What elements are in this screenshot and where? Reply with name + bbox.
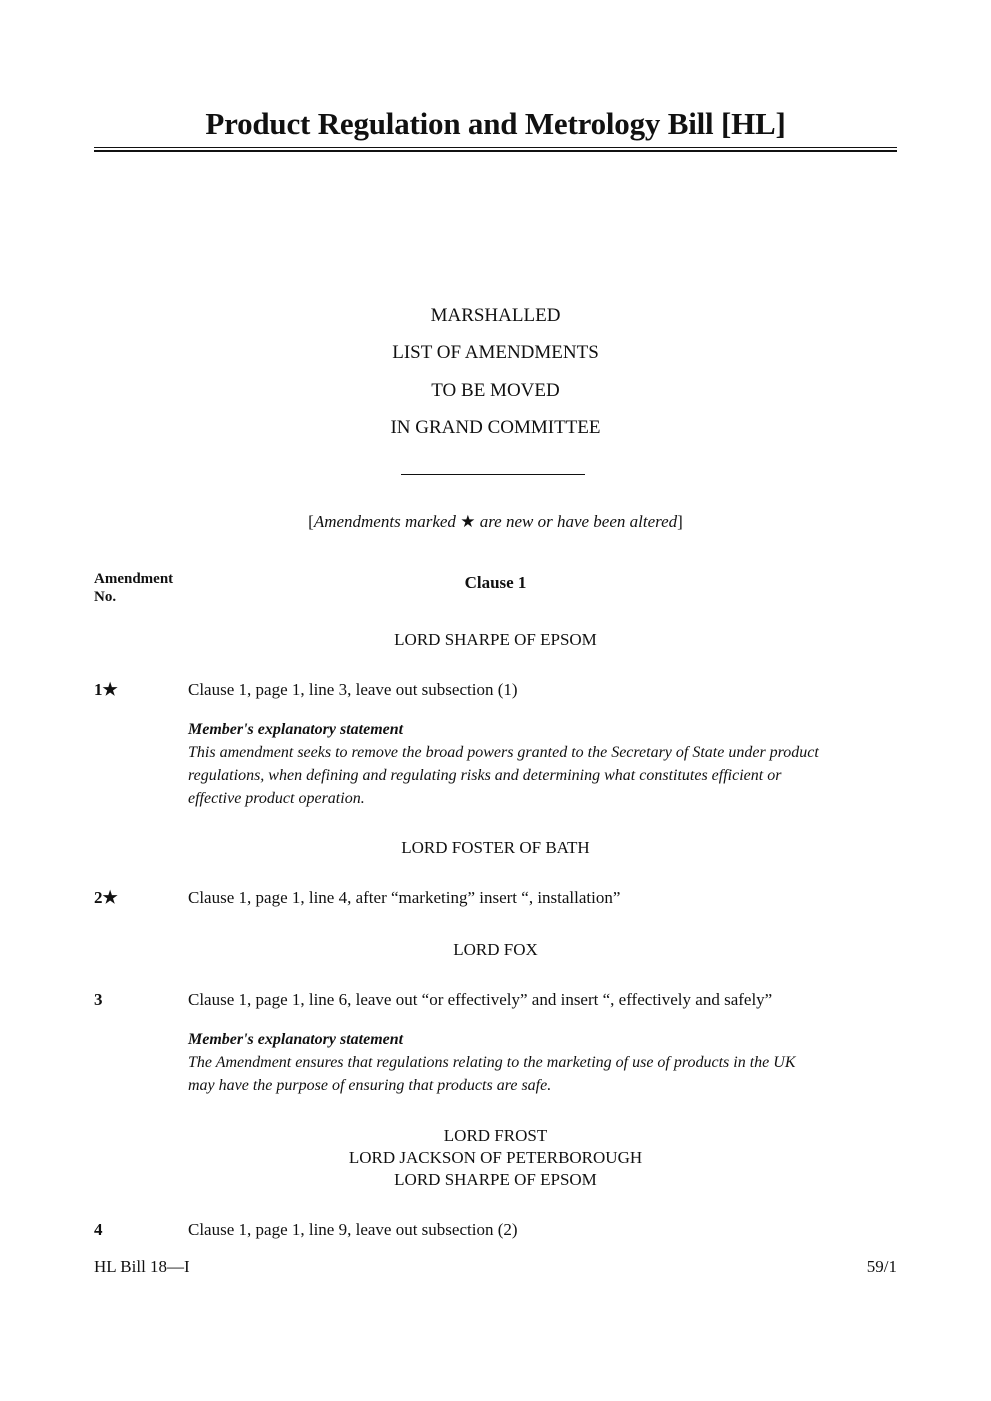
star-note [94, 512, 897, 532]
sponsor-name: LORD JACKSON OF PETERBOROUGH [348, 1148, 643, 1167]
sponsor-name: LORD FOSTER OF BATH [401, 838, 590, 857]
clause-heading: Clause 1 [464, 573, 527, 592]
heading-line-4: IN GRAND COMMITTEE [390, 417, 601, 438]
sponsor-name: LORD SHARPE OF EPSOM [394, 1170, 597, 1189]
amendment-number: 2★ [94, 888, 118, 907]
title-rule-thick [94, 150, 897, 152]
footer-page-reference: 59/1 [866, 1257, 897, 1276]
column-header-line1: Amendment [94, 571, 174, 587]
document-title: Product Regulation and Metrology Bill [HL] [205, 106, 786, 141]
amendment-number: 3 [94, 990, 103, 1009]
star-icon: ★ [460, 512, 476, 531]
sponsor-name: LORD SHARPE OF EPSOM [394, 630, 597, 649]
heading-line-1: MARSHALLED [430, 305, 561, 326]
statement-line: effective product operation. [188, 790, 365, 807]
title-rule-thin [94, 147, 897, 148]
note-text-before: Amendments marked [313, 512, 461, 531]
heading-divider [401, 474, 585, 475]
amendment-text: Clause 1, page 1, line 4, after “marketing” insert “, installation” [188, 888, 621, 907]
note-bracket-close: ] [677, 512, 683, 531]
note-bracket-open: [ [308, 512, 314, 531]
explanatory-statement [188, 1028, 900, 1097]
statement-label: Member's explanatory statement [188, 721, 404, 738]
column-header-line2: No. [94, 589, 117, 605]
amendment-number: 1★ [94, 680, 118, 699]
statement-line: may have the purpose of ensuring that products are safe. [188, 1077, 552, 1094]
statement-line: The Amendment ensures that regulations relating to the marketing of use of products in the UK [188, 1054, 796, 1071]
heading-line-3: TO BE MOVED [431, 380, 560, 401]
amendment-text: Clause 1, page 1, line 9, leave out subsection (2) [188, 1220, 518, 1239]
footer-bill-reference: HL Bill 18—I [94, 1257, 190, 1276]
explanatory-statement [188, 718, 900, 810]
amendment-text: Clause 1, page 1, line 3, leave out subsection (1) [188, 680, 518, 699]
statement-line: This amendment seeks to remove the broad powers granted to the Secretary of State under product [188, 744, 819, 761]
note-text-after: are new or have been altered [475, 512, 678, 531]
sponsor-names [94, 1125, 897, 1191]
sponsor-name: LORD FOX [453, 940, 538, 959]
sponsor-name: LORD FROST [443, 1126, 548, 1145]
statement-label: Member's explanatory statement [188, 1031, 404, 1048]
statement-line: regulations, when defining and regulating risks and determining what constitutes efficient or [188, 767, 782, 784]
amendment-text: Clause 1, page 1, line 6, leave out “or effectively” and insert “, effectively and safely” [188, 990, 773, 1009]
amendment-number: 4 [94, 1220, 103, 1239]
heading-line-2: LIST OF AMENDMENTS [392, 342, 599, 363]
